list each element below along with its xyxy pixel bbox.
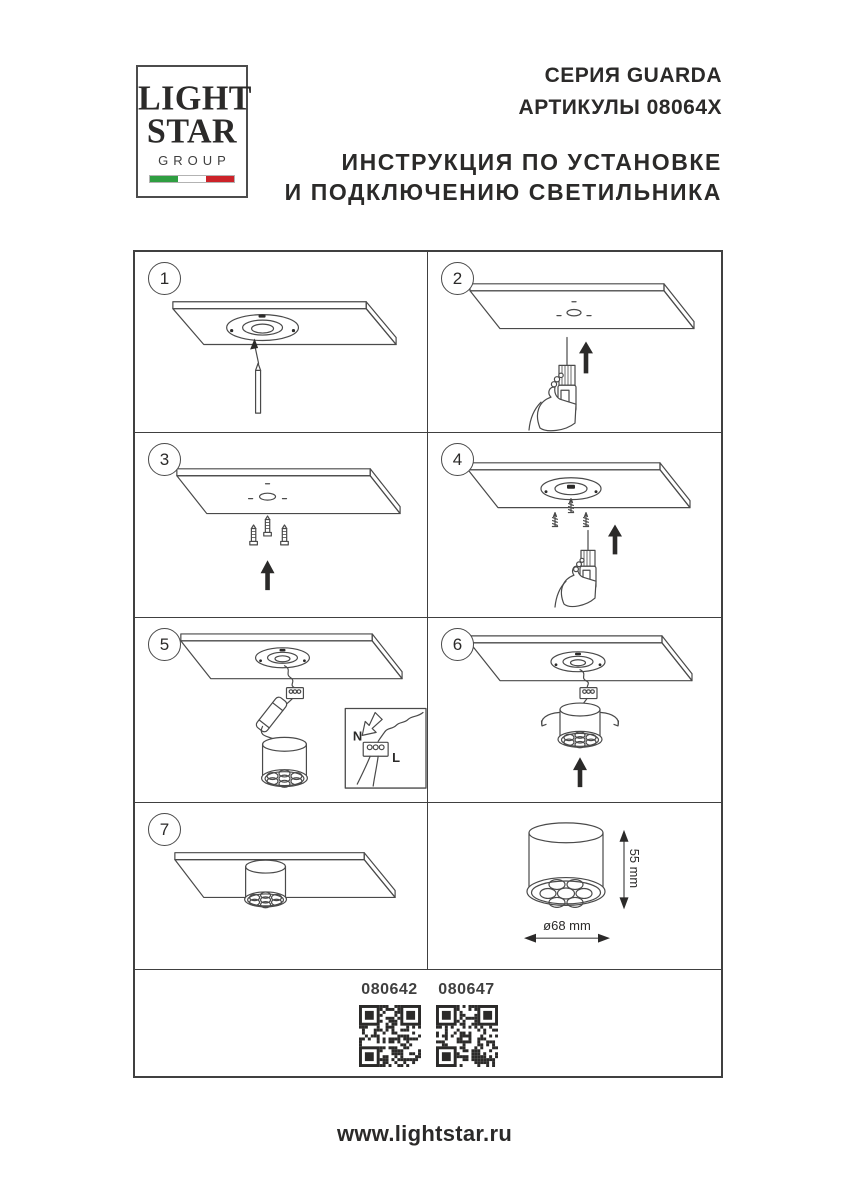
articles-title: АРТИКУЛЫ 08064X — [518, 96, 722, 119]
step-number-badge: 1 — [148, 262, 181, 295]
wall-anchor — [264, 516, 272, 536]
italian-flag-stripe — [149, 175, 235, 183]
step-number-badge: 6 — [441, 628, 474, 661]
wiring-inset — [345, 709, 426, 789]
article-number: 080647 — [438, 981, 495, 998]
qr-item — [436, 981, 498, 1076]
lightstar-logo — [136, 65, 252, 198]
led-driver — [255, 696, 289, 734]
step-6-panel — [428, 618, 721, 803]
screw — [552, 513, 557, 527]
document-header — [285, 60, 722, 207]
qr-row — [135, 970, 721, 1076]
product-dimensions-illustration — [428, 803, 721, 969]
step-number-badge: 2 — [441, 262, 474, 295]
step-7-panel — [135, 803, 428, 970]
line-terminal-label: L — [392, 750, 401, 766]
step-3-panel — [135, 433, 428, 618]
step-5-panel — [135, 618, 428, 803]
diameter-dimension — [524, 918, 610, 942]
logo-word-star: STAR — [146, 111, 238, 151]
qr-code — [436, 1005, 498, 1067]
screw — [583, 513, 588, 527]
step-number-badge: 4 — [441, 443, 474, 476]
neutral-terminal-label: N — [352, 728, 363, 744]
article-number: 080642 — [361, 981, 418, 998]
rotate-arrow-left — [542, 712, 559, 725]
height-dimension — [620, 830, 643, 910]
step-1-panel — [135, 252, 428, 433]
step-number-badge: 3 — [148, 443, 181, 476]
instruction-steps-table — [133, 250, 723, 1078]
step-number-badge: 5 — [148, 628, 181, 661]
dimensions-panel — [428, 803, 721, 970]
logo-word-group: GROUP — [158, 153, 231, 169]
insert-arrow-icon — [362, 712, 382, 735]
diameter-dimension-label: ø68 mm — [543, 918, 591, 934]
rotate-arrow-right — [601, 712, 618, 725]
step-2-panel — [428, 252, 721, 433]
series-title: СЕРИЯ GUARDA — [544, 64, 722, 87]
logo-word-light: LIGHT — [138, 79, 252, 118]
qr-item — [359, 981, 421, 1076]
screw — [568, 499, 573, 513]
height-dimension-label: 55 mm — [626, 848, 643, 889]
step-number-badge: 7 — [148, 813, 181, 846]
step-4-panel — [428, 433, 721, 618]
instruction-title-line1: ИНСТРУКЦИЯ ПО УСТАНОВКЕ — [341, 149, 722, 175]
qr-code — [359, 1005, 421, 1067]
website-url: www.lightstar.ru — [336, 1121, 513, 1146]
wall-anchor — [281, 525, 289, 545]
instruction-title-line2: И ПОДКЛЮЧЕНИЮ СВЕТИЛЬНИКА — [284, 179, 722, 205]
wall-anchor — [250, 525, 258, 545]
